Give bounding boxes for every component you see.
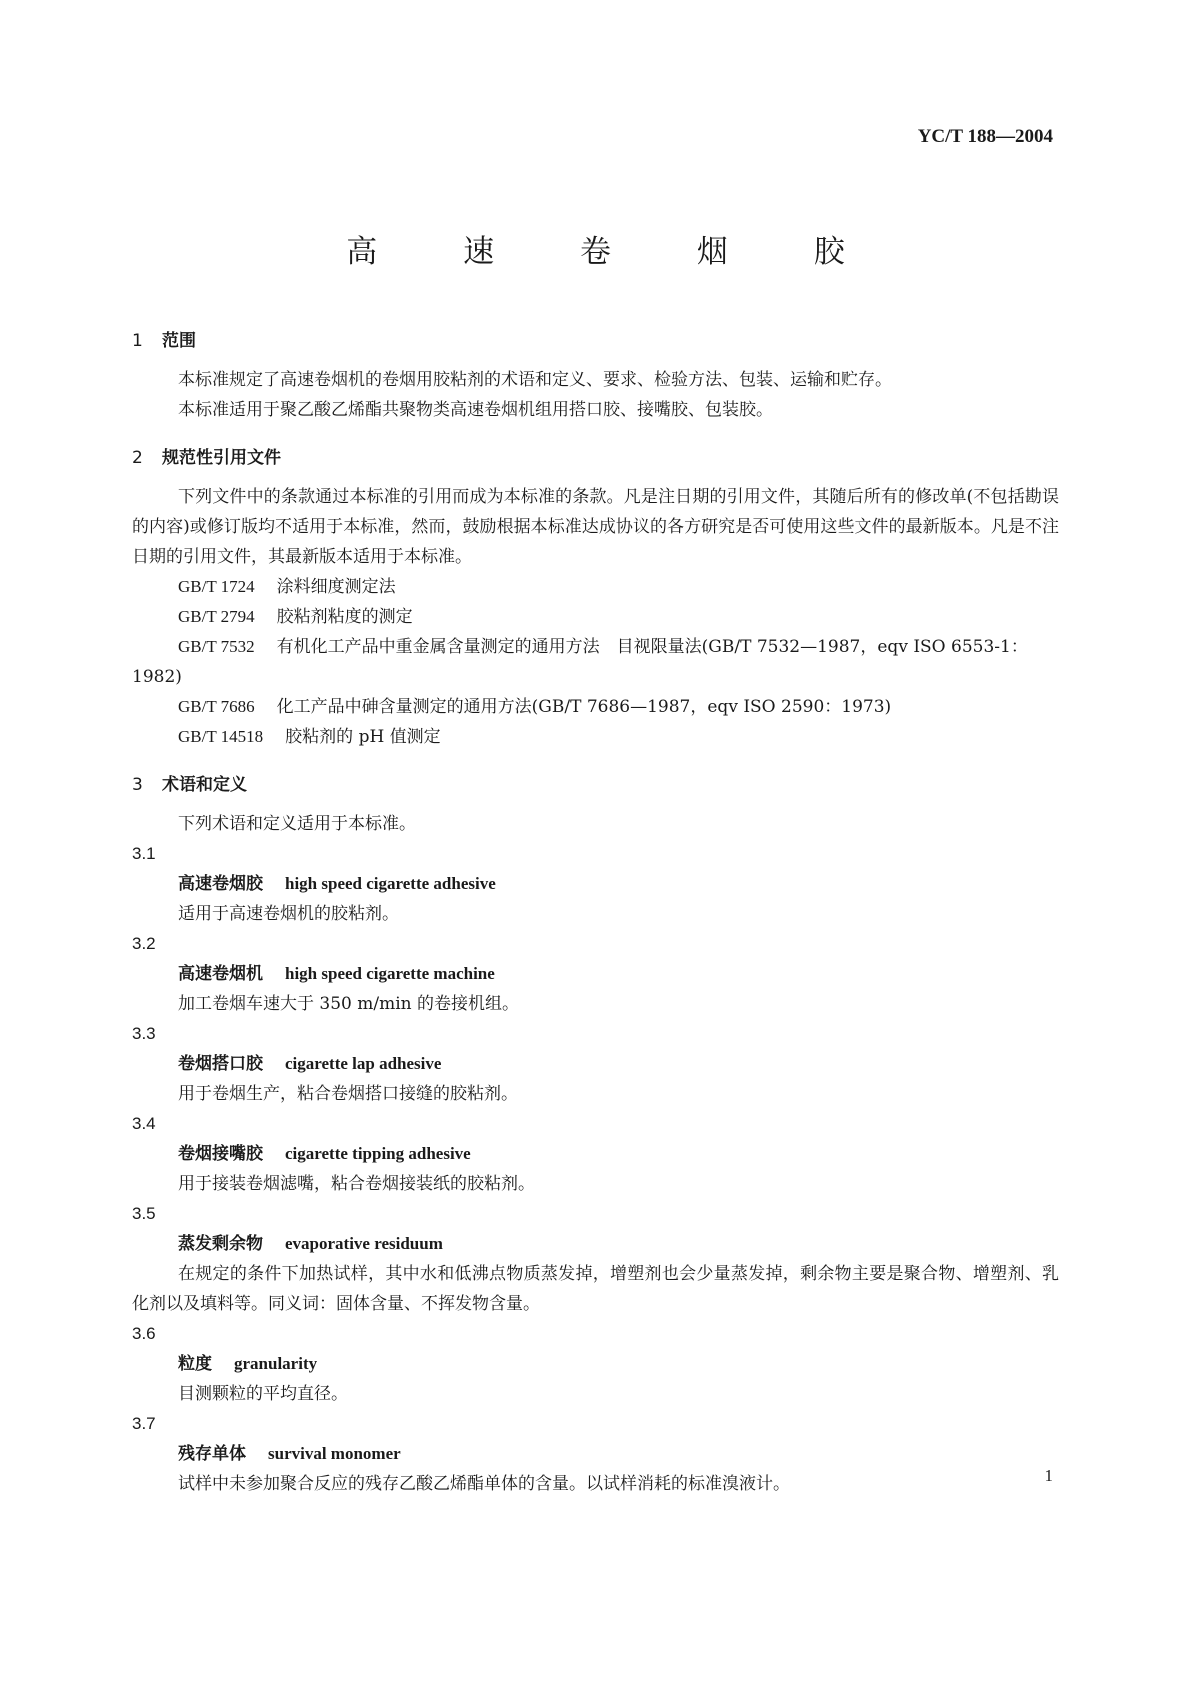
paragraph: 本标准适用于聚乙酸乙烯酯共聚物类高速卷烟机组用搭口胶、接嘴胶、包装胶。 [178,400,773,420]
reference-item [132,632,1059,692]
term-definition: 适用于高速卷烟机的胶粘剂。 [178,904,399,924]
reference-title: 胶粘剂粘度的测定 [276,607,413,627]
term-entry [132,1409,1059,1499]
clause-number: 3.7 [132,1414,156,1433]
paragraph: 下列文件中的条款通过本标准的引用而成为本标准的条款。凡是注日期的引用文件，其随后所有的修改单(不包括勘误的内容)或修订版均不适用于本标准，然而，鼓励根据本标准达成协议的各方研究是否可使用这些文件的最新版本。凡是不注日期的引用文件，其最新版本适用于本标准。 [132,487,1059,567]
section-heading-scope [132,326,1059,351]
term-entry [132,1319,1059,1409]
reference-item [132,722,1059,752]
reference-title: 化工产品中砷含量测定的通用方法(GB/T 7686—1987，eqv ISO 2590：1973) [276,697,892,717]
term-zh: 粒度 [178,1354,212,1374]
reference-item [132,602,1059,632]
term-definition: 用于接装卷烟滤嘴，粘合卷烟接装纸的胶粘剂。 [178,1174,535,1194]
term-en: granularity [234,1354,318,1373]
reference-code: GB/T 2794 [178,607,255,626]
term-zh: 卷烟接嘴胶 [178,1144,263,1164]
term-definition: 试样中未参加聚合反应的残存乙酸乙烯酯单体的含量。以试样消耗的标准溴液计。 [178,1474,790,1494]
term-en: cigarette tipping adhesive [285,1144,471,1163]
reference-title: 涂料细度测定法 [276,577,396,597]
section-title: 范围 [162,331,196,351]
term-en: high speed cigarette machine [285,964,495,983]
term-heading [132,1229,1059,1259]
paragraph: 下列术语和定义适用于本标准。 [178,814,416,834]
term-entry [132,839,1059,929]
term-heading [132,1049,1059,1079]
section-heading-normative-references [132,443,1059,468]
term-heading [132,869,1059,899]
term-en: high speed cigarette adhesive [285,874,496,893]
term-en: survival monomer [268,1444,401,1463]
reference-code: GB/T 7532 [178,637,255,656]
reference-title: 胶粘剂的 pH 值测定 [285,727,441,747]
term-entry [132,1019,1059,1109]
reference-code: GB/T 7686 [178,697,255,716]
section-number: 2 [132,448,143,468]
term-en: evaporative residuum [285,1234,443,1253]
section-title: 术语和定义 [162,775,247,795]
term-entry [132,1109,1059,1199]
term-zh: 卷烟搭口胶 [178,1054,263,1074]
document-body [132,326,1059,1499]
reference-item [132,692,1059,722]
term-zh: 高速卷烟机 [178,964,263,984]
term-zh: 残存单体 [178,1444,246,1464]
term-entry [132,929,1059,1019]
clause-number: 3.6 [132,1324,156,1343]
term-definition: 在规定的条件下加热试样，其中水和低沸点物质蒸发掉，增塑剂也会少量蒸发掉，剩余物主要是聚合物、增塑剂、乳化剂以及填料等。同义词：固体含量、不挥发物含量。 [132,1264,1059,1314]
reference-code: GB/T 1724 [178,577,255,596]
term-heading [132,1139,1059,1169]
term-heading [132,959,1059,989]
section-title: 规范性引用文件 [162,448,281,468]
term-definition: 目测颗粒的平均直径。 [178,1384,348,1404]
clause-number: 3.3 [132,1024,156,1043]
term-heading [132,1349,1059,1379]
paragraph: 本标准规定了高速卷烟机的卷烟用胶粘剂的术语和定义、要求、检验方法、包装、运输和贮存。 [178,370,892,390]
page-number: 1 [1044,1466,1053,1485]
section-number: 3 [132,775,143,795]
term-definition: 用于卷烟生产，粘合卷烟搭口接缝的胶粘剂。 [178,1084,518,1104]
term-entry [132,1199,1059,1319]
term-heading [132,1439,1059,1469]
reference-code: GB/T 14518 [178,727,264,746]
reference-title: 有机化工产品中重金属含量测定的通用方法 目视限量法(GB/T 7532—1987，eqv ISO 6553-1：1982) [132,637,1028,687]
clause-number: 3.4 [132,1114,156,1133]
term-definition: 加工卷烟车速大于 350 m/min 的卷接机组。 [178,994,520,1014]
section-number: 1 [132,331,143,351]
term-zh: 高速卷烟胶 [178,874,263,894]
clause-number: 3.2 [132,934,156,953]
document-title: 高 速 卷 烟 胶 [346,234,883,270]
term-en: cigarette lap adhesive [285,1054,442,1073]
section-heading-terms-and-definitions [132,770,1059,795]
clause-number: 3.1 [132,844,156,863]
document-code: YC/T 188—2004 [917,126,1053,147]
clause-number: 3.5 [132,1204,156,1223]
reference-item [132,572,1059,602]
term-zh: 蒸发剩余物 [178,1234,263,1254]
